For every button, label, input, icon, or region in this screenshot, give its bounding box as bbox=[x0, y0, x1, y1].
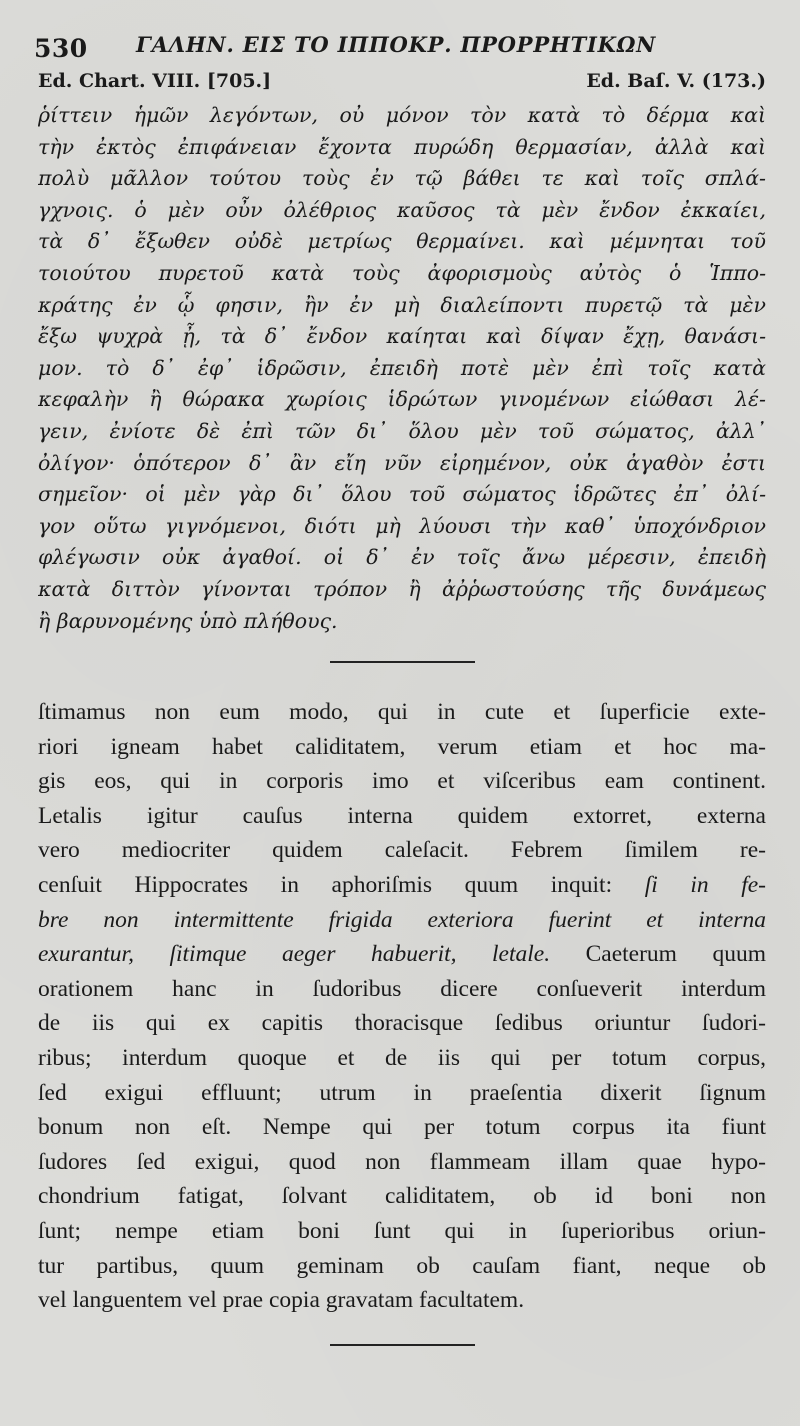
running-head bbox=[34, 30, 766, 64]
latin-text-line bbox=[38, 868, 766, 903]
latin-italic-segment: bre non intermittente frigida exteriora fuerint et interna bbox=[38, 906, 766, 933]
latin-segment: bonum non eſt. Nempe qui per totum corpus ita fiunt bbox=[38, 1114, 766, 1141]
latin-italic-segment: ſi in fe- bbox=[644, 872, 766, 899]
latin-segment: ſudores ſed exigui, quod non flammeam illam quae hypo- bbox=[38, 1148, 766, 1175]
bottom-divider bbox=[330, 1344, 475, 1346]
latin-text-line bbox=[38, 972, 766, 1007]
latin-text-line bbox=[38, 1076, 766, 1111]
greek-text-line: γειν, ἐνίοτε δὲ ἐπὶ τῶν δι᾽ ὅλου μὲν τοῦ σώματος, ἀλλ᾽ bbox=[38, 418, 766, 443]
greek-text-line: κατὰ διττὸν γίνονται τρόπον ἢ ἀῤῥωστούσης τῆς δυνάμεως bbox=[38, 576, 766, 601]
latin-text-line bbox=[38, 799, 766, 834]
latin-text-line bbox=[38, 903, 766, 938]
greek-text-block bbox=[38, 100, 766, 637]
latin-segment: gis eos, qui in corporis imo et viſceribus eam continent. bbox=[38, 768, 766, 795]
latin-segment: vero mediocriter quidem caleſacit. Febrem ſimilem re- bbox=[38, 837, 766, 864]
greek-text-line: κράτης ἐν ᾧ φησιν, ἢν ἐν μὴ διαλείποντι πυρετῷ τὰ μὲν bbox=[38, 292, 766, 317]
greek-text-line: ἢ βαρυνομένης ὑπὸ πλήθους. bbox=[38, 608, 338, 633]
latin-segment: ſed exigui effluunt; utrum in praeſentia dixerit ſignum bbox=[38, 1079, 766, 1106]
latin-text-line bbox=[38, 1145, 766, 1180]
latin-italic-segment: exurantur, ſitimque aeger habuerit, letale. bbox=[38, 941, 551, 968]
latin-segment: cenſuit Hippocrates in aphoriſmis quum inquit: bbox=[38, 872, 645, 899]
greek-text-line: γχνοις. ὁ μὲν οὖν ὀλέθριος καῦσος τὰ μὲν ἔνδον ἐκκαίει, bbox=[38, 197, 766, 222]
latin-segment: orationem hanc in ſudoribus dicere conſueverit interdum bbox=[38, 975, 766, 1002]
latin-text-line bbox=[38, 695, 766, 730]
latin-text-line bbox=[38, 1214, 766, 1249]
greek-text-line: φλέγωσιν οὐκ ἀγαθοί. οἱ δ᾽ ἐν τοῖς ἄνω μέρεσιν, ἐπειδὴ bbox=[38, 545, 766, 570]
latin-segment: ſtimamus non eum modo, qui in cute et ſuperficie exte- bbox=[38, 699, 766, 726]
greek-text-line: ῥίττειν ἡμῶν λεγόντων, οὐ μόνον τὸν κατὰ τὸ δέρμα καὶ bbox=[38, 103, 766, 127]
latin-text-line bbox=[38, 730, 766, 765]
latin-segment: riori igneam habet caliditatem, verum etiam et hoc ma- bbox=[38, 733, 766, 760]
greek-text-line: ὀλίγον· ὁπότερον δ᾽ ἂν εἴη νῦν εἰρημένον, οὐκ ἀγαθὸν ἐστι bbox=[38, 450, 766, 475]
latin-segment: Letalis igitur cauſus interna quidem extorret, externa bbox=[38, 802, 766, 829]
edition-chart-ref: Ed. Chart. VIII. [705.] bbox=[38, 70, 272, 92]
latin-text-line bbox=[38, 1041, 766, 1076]
greek-text-line: ἔξω ψυχρὰ ᾖ, τὰ δ᾽ ἔνδον καίηται καὶ δίψαν ἔχῃ, θανάσι- bbox=[38, 324, 766, 349]
latin-segment: Caeterum quum bbox=[550, 941, 766, 968]
greek-text-line: πολὺ μᾶλλον τούτου τοὺς ἐν τῷ βάθει τε καὶ τοῖς σπλά- bbox=[38, 166, 766, 191]
latin-segment: ſunt; nempe etiam boni ſunt qui in ſuperioribus oriun- bbox=[38, 1218, 766, 1244]
latin-text-line bbox=[38, 1283, 766, 1318]
greek-text-line: τὰ δ᾽ ἔξωθεν οὐδὲ μετρίως θερμαίνει. καὶ μέμνηται τοῦ bbox=[38, 229, 766, 254]
latin-text-line bbox=[38, 764, 766, 799]
latin-segment: chondrium fatigat, ſolvant caliditatem, ob id boni non bbox=[38, 1183, 766, 1210]
greek-text-line: σημεῖον· οἱ μὲν γὰρ δι᾽ ὅλου τοῦ σώματος ἱδρῶτες ἐπ᾽ ὀλί- bbox=[38, 482, 766, 507]
latin-segment: vel languentem vel prae copia gravatam facultatem. bbox=[38, 1287, 525, 1314]
greek-text-line: τὴν ἐκτὸς ἐπιφάνειαν ἔχοντα πυρώδη θερμασίαν, ἀλλὰ καὶ bbox=[38, 134, 766, 159]
greek-text-line: κεφαλὴν ἢ θώρακα χωρίοις ἱδρώτων γινομένων εἰώθασι λέ- bbox=[38, 387, 766, 412]
latin-segment: de iis qui ex capitis thoracisque ſedibus oriuntur ſudori- bbox=[38, 1010, 766, 1037]
latin-text-line bbox=[38, 1249, 766, 1284]
latin-text-line bbox=[38, 833, 766, 868]
greek-text-line: μον. τὸ δ᾽ ἐφ᾽ ἱδρῶσιν, ἐπειδὴ ποτὲ μὲν ἐπὶ τοῖς κατὰ bbox=[38, 355, 766, 380]
latin-text-line bbox=[38, 1179, 766, 1214]
greek-text-line: τοιούτου πυρετοῦ κατὰ τοὺς ἀφορισμοὺς αὐτὸς ὁ Ἱππο- bbox=[38, 260, 766, 285]
latin-segment: ribus; interdum quoque et de iis qui per totum corpus, bbox=[38, 1045, 766, 1072]
latin-text-block bbox=[38, 695, 766, 1318]
edition-basel-ref: Ed. Baſ. V. (173.) bbox=[586, 70, 766, 92]
section-divider bbox=[330, 661, 475, 663]
latin-segment: tur partibus, quum geminam ob cauſam fiant, neque ob bbox=[38, 1252, 766, 1279]
edition-line bbox=[38, 66, 766, 96]
latin-text-line bbox=[38, 1110, 766, 1145]
running-title: ΓΑΛΗΝ. ΕΙΣ ΤΟ ΙΠΠΟΚΡ. ΠΡΟΡΡΗΤΙΚΩΝ bbox=[136, 32, 657, 57]
greek-text-line: γον οὕτω γιγνόμενοι, διότι μὴ λύουσι τὴν καθ᾽ ὑποχόνδριον bbox=[38, 513, 766, 538]
latin-text-line bbox=[38, 937, 766, 972]
page-number: 530 bbox=[34, 34, 88, 63]
latin-text-line bbox=[38, 1006, 766, 1041]
